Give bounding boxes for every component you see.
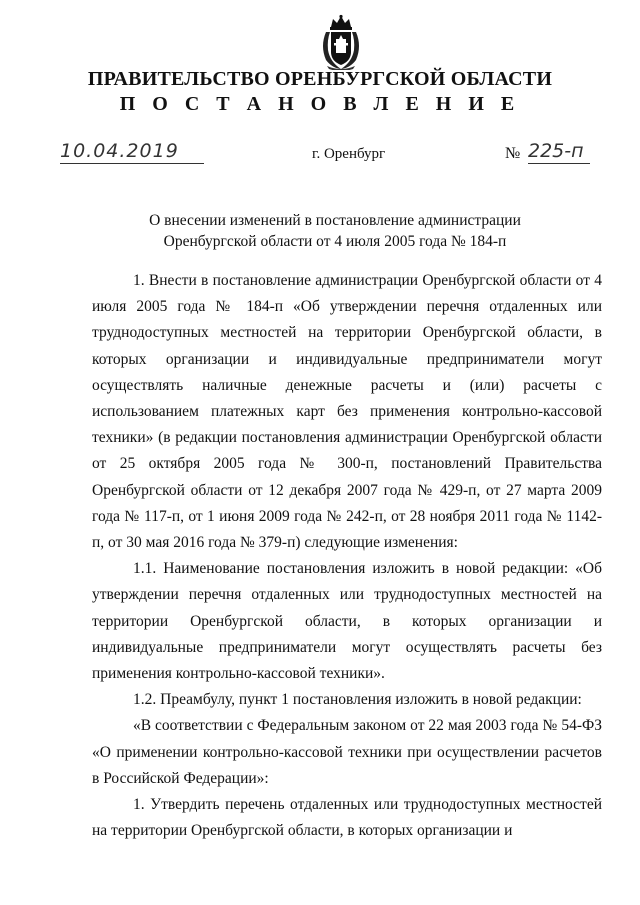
number-sign: № [505,145,521,162]
document-subject [120,210,550,252]
subject-line: О внесении изменений в постановление администрации [149,212,521,229]
subject-line: Оренбургской области от 4 июля 2005 года № 184-п [163,233,507,250]
paragraph: 1.1. Наименование постановления изложить в новой редакции: «Об утверждении перечня отдаленных или труднодоступных местностей на территории Оренбургской области, в которых организации и индивидуальные предприниматели могут осуществлять расчеты без применения контрольно-кассовой техники». [92,560,602,683]
government-title: ПРАВИТЕЛЬСТВО ОРЕНБУРГСКОЙ ОБЛАСТИ [87,68,553,90]
document-meta [0,140,640,170]
paragraph: «В соответствии с Федеральным законом от 22 мая 2003 года № 54-ФЗ «О применении контрольно-кассовой техники при осуществлении расчетов в Российской Федерации»: [92,717,602,787]
paragraph: 1. Внести в постановление администрации Оренбургской области от 4 июля 2005 года № 184-п «Об утверждении перечня отдаленных или труднодоступных местностей на территории Оренбургской области, в которых организации и индивидуальные предприниматели могут осуществлять наличные денежные расчеты и (или) расчеты с использованием платежных карт без применения контрольно-кассовой техники» (в редакции постановления администрации Оренбургской области от 25 октября 2005 года № 300-п, постановлений Правительства Оренбургской области от 12 декабря 2007 года № 429-п, от 27 марта 2009 года № 117-п, от 1 июня 2009 года № 242-п, от 28 ноября 2011 года № 1142-п, от 30 мая 2016 года № 379-п) следующие изменения: [92,272,602,552]
document-body [92,268,602,844]
document-type: П О С Т А Н О В Л Е Н И Е [119,93,521,115]
paragraph: 1. Утвердить перечень отдаленных или труднодоступных местностей на территории Оренбургской области, в которых организации и [92,796,602,840]
document-city: г. Оренбург [312,146,386,162]
oblast-coat-of-arms-icon [318,14,364,70]
document-date: 10.04.2019 [60,140,204,164]
document-number: 225-п [528,140,590,164]
paragraph: 1.2. Преамбулу, пункт 1 постановления изложить в новой редакции: [133,691,582,709]
